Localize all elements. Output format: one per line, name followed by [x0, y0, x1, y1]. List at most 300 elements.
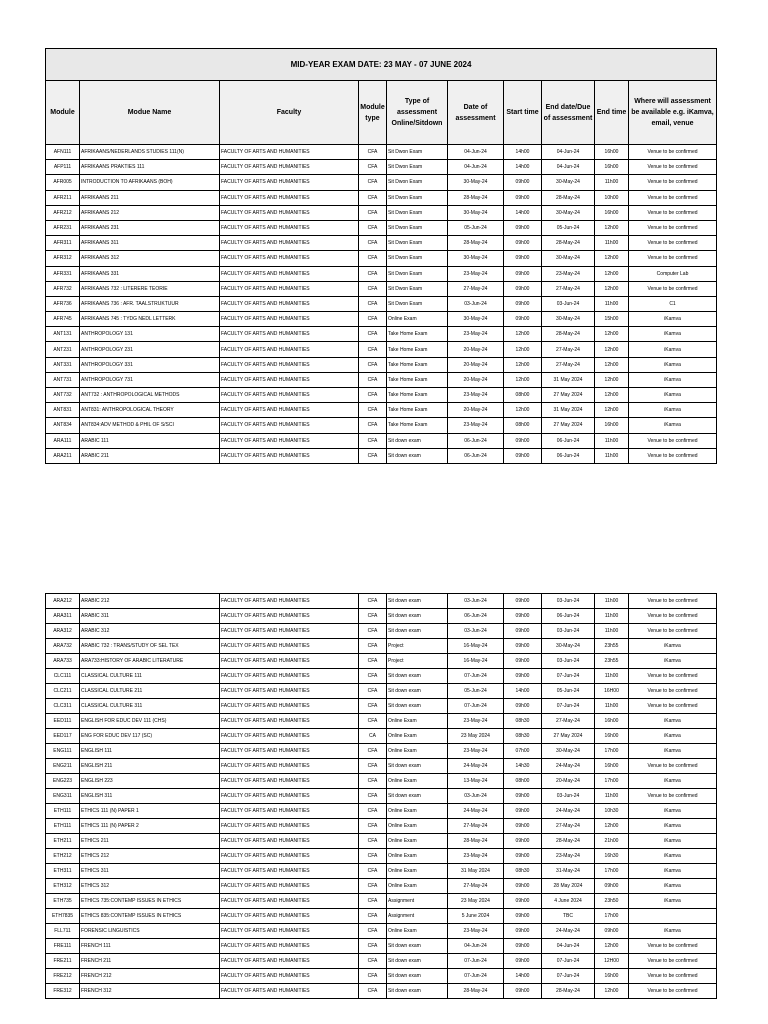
cell-venue: iKamva [629, 654, 717, 669]
table-row [46, 372, 717, 387]
cell-end-time: 16h00 [595, 145, 629, 160]
cell-module-type: CFA [359, 939, 387, 954]
cell-module-type: CFA [359, 954, 387, 969]
cell-assessment-type: Take Home Exam [387, 342, 448, 357]
cell-start-time: 14h30 [504, 759, 542, 774]
cell-module-type: CA [359, 729, 387, 744]
cell-venue: iKamva [629, 849, 717, 864]
cell-end-date: 23-May-24 [542, 849, 595, 864]
cell-venue: iKamva [629, 714, 717, 729]
cell-assessment-date: 30-May-24 [448, 175, 504, 190]
col-header-module-type: Module type [359, 81, 387, 145]
cell-module-name: FORENSIC LINGUISTICS [80, 924, 220, 939]
cell-faculty: FACULTY OF ARTS AND HUMANITIES [220, 448, 359, 463]
cell-assessment-type: Sit Dwon Exam [387, 251, 448, 266]
cell-end-date: 27-May-24 [542, 357, 595, 372]
cell-assessment-type: Online Exam [387, 312, 448, 327]
cell-assessment-date: 23-May-24 [448, 327, 504, 342]
cell-module-name: ENGLISH 223 [80, 774, 220, 789]
cell-module-code: FLL711 [46, 924, 80, 939]
cell-start-time: 14h00 [504, 160, 542, 175]
cell-end-date: 24-May-24 [542, 924, 595, 939]
cell-venue: Venue to be confirmed [629, 160, 717, 175]
cell-venue: C1 [629, 296, 717, 311]
cell-module-name: ANTHROPOLOGY 731 [80, 372, 220, 387]
cell-faculty: FACULTY OF ARTS AND HUMANITIES [220, 190, 359, 205]
col-header-end-date: End date/Due of assessment [542, 81, 595, 145]
cell-module-code: ARA111 [46, 433, 80, 448]
cell-venue: Venue to be confirmed [629, 281, 717, 296]
cell-module-code: ARA732 [46, 639, 80, 654]
cell-module-code: AFR231 [46, 220, 80, 235]
cell-module-name: FRENCH 211 [80, 954, 220, 969]
cell-module-type: CFA [359, 774, 387, 789]
cell-module-type: CFA [359, 684, 387, 699]
cell-end-time: 16h00 [595, 160, 629, 175]
cell-end-date: 27-May-24 [542, 819, 595, 834]
cell-start-time: 09h00 [504, 433, 542, 448]
cell-faculty: FACULTY OF ARTS AND HUMANITIES [220, 699, 359, 714]
table-row [46, 744, 717, 759]
table-row [46, 236, 717, 251]
cell-assessment-date: 03-Jun-24 [448, 789, 504, 804]
cell-faculty: FACULTY OF ARTS AND HUMANITIES [220, 372, 359, 387]
cell-module-type: CFA [359, 372, 387, 387]
cell-module-name: ANTHROPOLOGY 331 [80, 357, 220, 372]
cell-module-code: FRE212 [46, 969, 80, 984]
cell-module-code: ENG111 [46, 744, 80, 759]
cell-module-name: ARA733:HISTORY OF ARABIC LITERATURE [80, 654, 220, 669]
cell-module-code: AFR732 [46, 281, 80, 296]
cell-assessment-date: 07-Jun-24 [448, 699, 504, 714]
cell-faculty: FACULTY OF ARTS AND HUMANITIES [220, 175, 359, 190]
cell-module-name: ETHICS 735:CONTEMP ISSUES IN ETHICS [80, 894, 220, 909]
cell-faculty: FACULTY OF ARTS AND HUMANITIES [220, 669, 359, 684]
cell-start-time: 09h00 [504, 849, 542, 864]
cell-module-type: CFA [359, 175, 387, 190]
cell-module-code: ANT731 [46, 372, 80, 387]
cell-end-time: 12h00 [595, 984, 629, 999]
cell-module-type: CFA [359, 924, 387, 939]
cell-end-date: 28-May-24 [542, 834, 595, 849]
table-row [46, 954, 717, 969]
table-row [46, 205, 717, 220]
cell-module-code: FRE111 [46, 939, 80, 954]
cell-start-time: 12h00 [504, 327, 542, 342]
cell-assessment-date: 04-Jun-24 [448, 145, 504, 160]
cell-module-type: CFA [359, 609, 387, 624]
table-row [46, 388, 717, 403]
cell-module-name: ARABIC 212 [80, 594, 220, 609]
cell-assessment-date: 20-May-24 [448, 372, 504, 387]
cell-venue: iKamva [629, 924, 717, 939]
cell-assessment-date: 23-May-24 [448, 849, 504, 864]
cell-faculty: FACULTY OF ARTS AND HUMANITIES [220, 281, 359, 296]
cell-end-time: 16h00 [595, 729, 629, 744]
cell-end-time: 16h00 [595, 714, 629, 729]
cell-venue: iKamva [629, 864, 717, 879]
cell-module-name: ARABIC 732 : TRANS/STUDY OF SEL TEX [80, 639, 220, 654]
cell-module-type: CFA [359, 759, 387, 774]
cell-assessment-date: 30-May-24 [448, 312, 504, 327]
cell-end-date: 07-Jun-24 [542, 699, 595, 714]
cell-end-date: 03-Jun-24 [542, 654, 595, 669]
table-row [46, 984, 717, 999]
cell-module-name: ENGLISH FOR EDUC DEV 111 (CHS) [80, 714, 220, 729]
table-row [46, 714, 717, 729]
cell-module-type: CFA [359, 281, 387, 296]
cell-module-code: ETH311 [46, 864, 80, 879]
cell-module-name: ETHICS 111 (N) PAPER 1 [80, 804, 220, 819]
table-row [46, 819, 717, 834]
cell-module-code: ANT834 [46, 418, 80, 433]
cell-assessment-type: Sit down exam [387, 954, 448, 969]
cell-assessment-type: Sit down exam [387, 939, 448, 954]
cell-venue: Venue to be confirmed [629, 433, 717, 448]
cell-start-time: 07h00 [504, 744, 542, 759]
cell-module-name: ENG FOR EDUC DEV 117 (SC) [80, 729, 220, 744]
cell-faculty: FACULTY OF ARTS AND HUMANITIES [220, 864, 359, 879]
cell-venue: Venue to be confirmed [629, 954, 717, 969]
col-header-faculty: Faculty [220, 81, 359, 145]
cell-start-time: 12h00 [504, 372, 542, 387]
cell-venue: Venue to be confirmed [629, 220, 717, 235]
cell-end-date: 04-Jun-24 [542, 939, 595, 954]
cell-end-date: 24-May-24 [542, 804, 595, 819]
col-header-start-time: Start time [504, 81, 542, 145]
cell-end-time: 12h00 [595, 281, 629, 296]
cell-module-code: ENG211 [46, 759, 80, 774]
cell-assessment-date: 06-Jun-24 [448, 448, 504, 463]
cell-venue: iKamva [629, 729, 717, 744]
table-row [46, 939, 717, 954]
cell-module-name: CLASSICAL CULTURE 211 [80, 684, 220, 699]
cell-venue: iKamva [629, 744, 717, 759]
cell-module-code: AFR211 [46, 190, 80, 205]
cell-module-code: ETH211 [46, 834, 80, 849]
cell-module-type: CFA [359, 699, 387, 714]
cell-venue: Venue to be confirmed [629, 624, 717, 639]
cell-start-time: 09h00 [504, 669, 542, 684]
cell-module-code: CLC111 [46, 669, 80, 684]
cell-venue: iKamva [629, 879, 717, 894]
col-header-module: Module [46, 81, 80, 145]
cell-venue: Venue to be confirmed [629, 251, 717, 266]
cell-faculty: FACULTY OF ARTS AND HUMANITIES [220, 205, 359, 220]
cell-module-name: ETHICS 835:CONTEMP ISSUES IN ETHICS [80, 909, 220, 924]
cell-start-time: 09h00 [504, 879, 542, 894]
cell-assessment-type: Take Home Exam [387, 372, 448, 387]
cell-module-code: ETH111 [46, 804, 80, 819]
cell-start-time: 09h00 [504, 448, 542, 463]
cell-module-name: ENGLISH 211 [80, 759, 220, 774]
cell-assessment-date: 23-May-24 [448, 744, 504, 759]
cell-faculty: FACULTY OF ARTS AND HUMANITIES [220, 639, 359, 654]
cell-end-time: 12h00 [595, 372, 629, 387]
cell-module-code: EED111 [46, 714, 80, 729]
cell-module-name: ETHICS 312 [80, 879, 220, 894]
cell-assessment-date: 05-Jun-24 [448, 684, 504, 699]
cell-faculty: FACULTY OF ARTS AND HUMANITIES [220, 894, 359, 909]
cell-end-time: 21h00 [595, 834, 629, 849]
cell-module-code: ENG311 [46, 789, 80, 804]
cell-assessment-type: Sit Dwon Exam [387, 220, 448, 235]
cell-end-date: 28-May-24 [542, 984, 595, 999]
cell-assessment-date: 23-May-24 [448, 924, 504, 939]
cell-assessment-date: 05-Jun-24 [448, 220, 504, 235]
cell-start-time: 09h00 [504, 909, 542, 924]
cell-faculty: FACULTY OF ARTS AND HUMANITIES [220, 594, 359, 609]
cell-start-time: 08h30 [504, 729, 542, 744]
cell-module-name: AFRIKAANS/NEDERLANDS STUDIES 111(N) [80, 145, 220, 160]
cell-assessment-date: 23 May 2024 [448, 729, 504, 744]
cell-end-date: 30-May-24 [542, 205, 595, 220]
cell-module-name: AFRIKAANS 311 [80, 236, 220, 251]
cell-module-type: CFA [359, 744, 387, 759]
cell-end-date: 31-May-24 [542, 864, 595, 879]
cell-venue: iKamva [629, 372, 717, 387]
cell-faculty: FACULTY OF ARTS AND HUMANITIES [220, 729, 359, 744]
cell-assessment-type: Assignment [387, 894, 448, 909]
cell-assessment-date: 31 May 2024 [448, 864, 504, 879]
table-row [46, 220, 717, 235]
cell-module-code: ARA311 [46, 609, 80, 624]
cell-module-type: CFA [359, 849, 387, 864]
cell-end-date: 20-May-24 [542, 774, 595, 789]
cell-assessment-date: 27-May-24 [448, 819, 504, 834]
cell-end-time: 16H00 [595, 684, 629, 699]
cell-module-type: CFA [359, 969, 387, 984]
table-row [46, 669, 717, 684]
cell-module-code: ETH312 [46, 879, 80, 894]
cell-module-name: ENGLISH 311 [80, 789, 220, 804]
cell-assessment-type: Sit Dwon Exam [387, 296, 448, 311]
cell-end-date: 31 May 2024 [542, 403, 595, 418]
cell-end-time: 10h00 [595, 190, 629, 205]
cell-module-type: CFA [359, 160, 387, 175]
cell-end-date: 04-Jun-24 [542, 160, 595, 175]
cell-end-date: 27-May-24 [542, 342, 595, 357]
cell-module-name: CLASSICAL CULTURE 111 [80, 669, 220, 684]
table-row [46, 759, 717, 774]
cell-assessment-type: Online Exam [387, 804, 448, 819]
cell-faculty: FACULTY OF ARTS AND HUMANITIES [220, 251, 359, 266]
cell-module-type: CFA [359, 357, 387, 372]
cell-venue: Venue to be confirmed [629, 609, 717, 624]
cell-end-time: 09h00 [595, 879, 629, 894]
cell-module-type: CFA [359, 894, 387, 909]
col-header-end-time: End time [595, 81, 629, 145]
cell-assessment-type: Sit down exam [387, 759, 448, 774]
cell-end-date: 27 May 2024 [542, 388, 595, 403]
cell-end-date: 28-May-24 [542, 190, 595, 205]
cell-module-name: AFRIKAANS 331 [80, 266, 220, 281]
cell-assessment-date: 23-May-24 [448, 388, 504, 403]
cell-module-code: ARA312 [46, 624, 80, 639]
cell-start-time: 09h00 [504, 804, 542, 819]
cell-venue: Venue to be confirmed [629, 594, 717, 609]
cell-module-name: AFRIKAANS 732 : LITERERE TEORIE [80, 281, 220, 296]
cell-end-time: 12h00 [595, 220, 629, 235]
cell-module-code: AFN111 [46, 145, 80, 160]
cell-end-date: 03-Jun-24 [542, 789, 595, 804]
cell-module-type: CFA [359, 714, 387, 729]
cell-module-name: ARABIC 311 [80, 609, 220, 624]
cell-start-time: 12h00 [504, 357, 542, 372]
cell-assessment-type: Sit Dwon Exam [387, 175, 448, 190]
cell-start-time: 08h00 [504, 388, 542, 403]
table-row [46, 281, 717, 296]
cell-assessment-date: 04-Jun-24 [448, 160, 504, 175]
cell-module-name: ETHICS 211 [80, 834, 220, 849]
cell-assessment-date: 30-May-24 [448, 205, 504, 220]
cell-module-name: ARABIC 312 [80, 624, 220, 639]
cell-assessment-date: 06-Jun-24 [448, 433, 504, 448]
cell-end-date: 30-May-24 [542, 251, 595, 266]
cell-start-time: 09h00 [504, 954, 542, 969]
cell-assessment-type: Take Home Exam [387, 357, 448, 372]
table-row [46, 312, 717, 327]
cell-end-time: 12H00 [595, 954, 629, 969]
cell-assessment-type: Sit down exam [387, 448, 448, 463]
cell-venue: iKamva [629, 774, 717, 789]
cell-start-time: 09h00 [504, 624, 542, 639]
cell-end-time: 11h00 [595, 594, 629, 609]
cell-faculty: FACULTY OF ARTS AND HUMANITIES [220, 879, 359, 894]
cell-faculty: FACULTY OF ARTS AND HUMANITIES [220, 939, 359, 954]
cell-module-code: ANT732 [46, 388, 80, 403]
cell-module-type: CFA [359, 418, 387, 433]
cell-assessment-type: Sit down exam [387, 624, 448, 639]
cell-module-name: INTRODUCTION TO AFRIKAANS (BOH) [80, 175, 220, 190]
cell-assessment-type: Project [387, 639, 448, 654]
cell-faculty: FACULTY OF ARTS AND HUMANITIES [220, 984, 359, 999]
cell-end-time: 11h00 [595, 175, 629, 190]
cell-faculty: FACULTY OF ARTS AND HUMANITIES [220, 774, 359, 789]
cell-module-name: AFRIKAANS 212 [80, 205, 220, 220]
cell-assessment-type: Sit Dwon Exam [387, 190, 448, 205]
cell-venue: iKamva [629, 639, 717, 654]
cell-module-name: AFRIKAANS 736 : AFR. TAALSTRUKTUUR [80, 296, 220, 311]
cell-module-code: ETH735 [46, 894, 80, 909]
cell-assessment-type: Online Exam [387, 774, 448, 789]
table-row [46, 774, 717, 789]
table-row [46, 909, 717, 924]
cell-venue: Venue to be confirmed [629, 984, 717, 999]
cell-start-time: 14h00 [504, 969, 542, 984]
cell-module-code: ANT131 [46, 327, 80, 342]
cell-assessment-date: 23-May-24 [448, 714, 504, 729]
cell-assessment-type: Take Home Exam [387, 327, 448, 342]
cell-venue: iKamva [629, 834, 717, 849]
cell-assessment-date: 06-Jun-24 [448, 609, 504, 624]
table-row [46, 834, 717, 849]
cell-end-date: 30-May-24 [542, 312, 595, 327]
cell-module-code: ETH212 [46, 849, 80, 864]
cell-assessment-date: 07-Jun-24 [448, 969, 504, 984]
table-row [46, 357, 717, 372]
cell-venue: iKamva [629, 342, 717, 357]
cell-end-time: 16h00 [595, 969, 629, 984]
cell-assessment-type: Sit down exam [387, 789, 448, 804]
cell-module-type: CFA [359, 403, 387, 418]
table-row [46, 296, 717, 311]
cell-end-time: 17h00 [595, 744, 629, 759]
cell-venue: iKamva [629, 357, 717, 372]
cell-assessment-type: Sit Dwon Exam [387, 281, 448, 296]
cell-venue: iKamva [629, 403, 717, 418]
cell-module-type: CFA [359, 819, 387, 834]
cell-end-date: 23-May-24 [542, 266, 595, 281]
cell-start-time: 09h00 [504, 819, 542, 834]
cell-assessment-type: Take Home Exam [387, 388, 448, 403]
table-row [46, 639, 717, 654]
table-row [46, 924, 717, 939]
cell-assessment-date: 28-May-24 [448, 236, 504, 251]
cell-end-date: 28 May 2024 [542, 879, 595, 894]
cell-module-type: CFA [359, 639, 387, 654]
cell-end-time: 11h00 [595, 669, 629, 684]
cell-module-code: ARA733 [46, 654, 80, 669]
cell-end-time: 15h00 [595, 312, 629, 327]
cell-assessment-date: 27-May-24 [448, 879, 504, 894]
cell-start-time: 09h00 [504, 190, 542, 205]
cell-module-type: CFA [359, 327, 387, 342]
cell-module-type: CFA [359, 220, 387, 235]
cell-assessment-type: Take Home Exam [387, 403, 448, 418]
cell-module-name: CLASSICAL CULTURE 311 [80, 699, 220, 714]
cell-assessment-date: 5 June 2024 [448, 909, 504, 924]
cell-module-name: ANTHROPOLOGY 231 [80, 342, 220, 357]
cell-end-time: 10h30 [595, 804, 629, 819]
cell-venue: Venue to be confirmed [629, 699, 717, 714]
table-row [46, 403, 717, 418]
cell-faculty: FACULTY OF ARTS AND HUMANITIES [220, 418, 359, 433]
cell-venue: iKamva [629, 388, 717, 403]
cell-assessment-type: Online Exam [387, 729, 448, 744]
cell-module-type: CFA [359, 145, 387, 160]
cell-module-name: ETHICS 311 [80, 864, 220, 879]
cell-assessment-date: 28-May-24 [448, 834, 504, 849]
cell-module-code: EED117 [46, 729, 80, 744]
cell-module-code: ANT831 [46, 403, 80, 418]
cell-assessment-date: 24-May-24 [448, 804, 504, 819]
table-row [46, 145, 717, 160]
cell-assessment-date: 23 May 2024 [448, 894, 504, 909]
cell-module-code: AFR311 [46, 236, 80, 251]
col-header-module-name: Modue Name [80, 81, 220, 145]
cell-assessment-type: Online Exam [387, 744, 448, 759]
cell-start-time: 09h00 [504, 251, 542, 266]
cell-venue: Venue to be confirmed [629, 684, 717, 699]
cell-module-type: CFA [359, 296, 387, 311]
cell-end-date: 06-Jun-24 [542, 609, 595, 624]
cell-module-type: CFA [359, 864, 387, 879]
cell-venue: iKamva [629, 418, 717, 433]
cell-end-date: 28-May-24 [542, 327, 595, 342]
cell-end-time: 11h00 [595, 624, 629, 639]
cell-assessment-date: 20-May-24 [448, 342, 504, 357]
cell-start-time: 12h00 [504, 342, 542, 357]
page-title: MID-YEAR EXAM DATE: 23 MAY - 07 JUNE 2024 [46, 49, 717, 81]
cell-assessment-date: 28-May-24 [448, 190, 504, 205]
cell-assessment-date: 28-May-24 [448, 984, 504, 999]
cell-assessment-type: Sit down exam [387, 594, 448, 609]
cell-assessment-date: 16-May-24 [448, 654, 504, 669]
cell-module-type: CFA [359, 909, 387, 924]
cell-end-date: 07-Jun-24 [542, 969, 595, 984]
cell-end-time: 12h00 [595, 251, 629, 266]
